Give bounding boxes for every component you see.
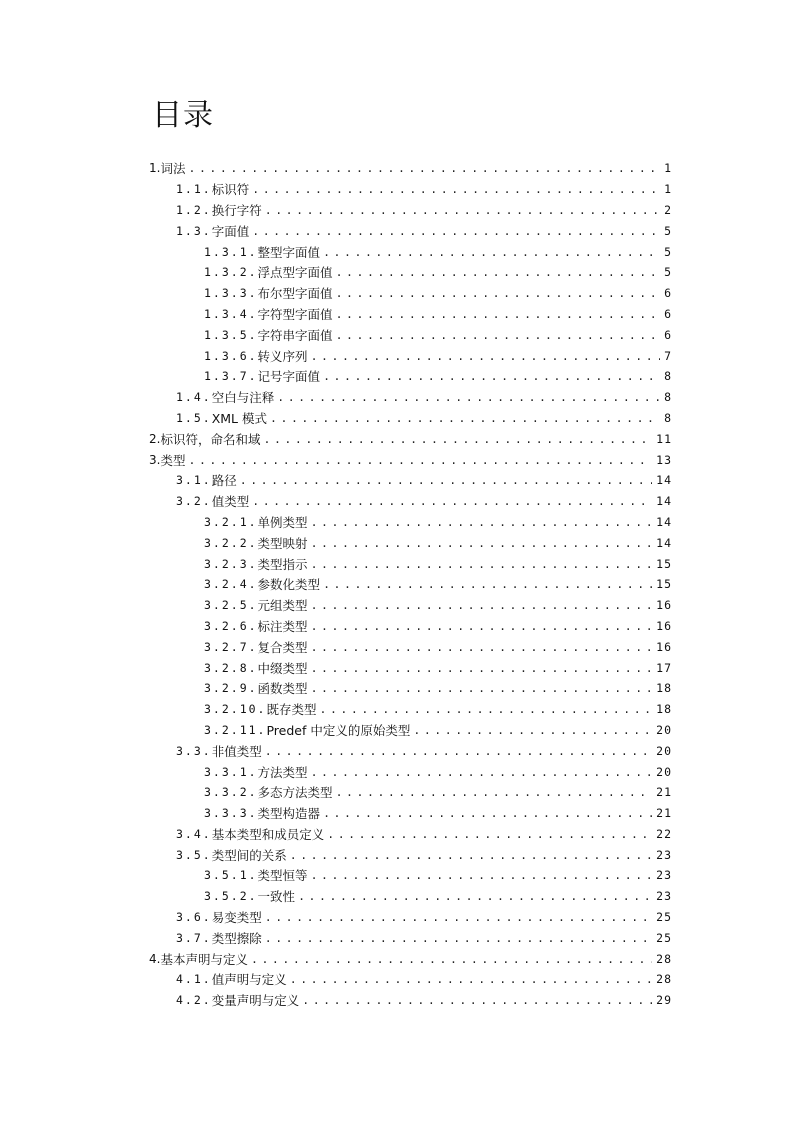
toc-entry-number: 3.2.9. [204,681,258,696]
toc-entry-label: 类型间的关系 [211,847,287,863]
toc-entry[interactable] [0,553,793,574]
toc-entry[interactable] [0,574,793,595]
toc-entry-page-number: 21 [656,785,672,800]
toc-entry-page-number: 8 [664,369,672,384]
toc-entry-page-number: 6 [664,306,672,321]
toc-entry[interactable] [0,699,793,720]
toc-entry-label: 换行字符 [211,202,262,218]
toc-dot-leader [413,723,652,737]
toc-entry[interactable] [0,636,793,657]
toc-entry[interactable] [0,657,793,678]
toc-dot-leader [323,577,652,591]
toc-entry-number: 1. [149,161,161,176]
toc-entry-label: 标识符 [211,182,250,198]
toc-entry-number: 3.5.1. [204,868,258,883]
toc-entry[interactable] [0,262,793,283]
toc-entry[interactable] [0,470,793,491]
toc-entry-number: 4. [149,951,161,966]
toc-dot-leader [323,369,660,383]
toc-entry-page-number: 22 [656,826,672,841]
toc-entry-label: 标注类型 [257,618,308,634]
toc-entry-number: 1.3.3. [204,286,258,301]
toc-entry[interactable] [0,616,793,637]
toc-entry-page-number: 16 [656,639,672,654]
toc-entry-number: 3.1. [176,473,212,488]
toc-entry-page-number: 6 [664,327,672,342]
toc-entry-page-number: 20 [656,722,672,737]
toc-entry-page-number: 20 [656,764,672,779]
toc-entry[interactable] [0,387,793,408]
toc-entry-label: 函数类型 [257,681,308,697]
toc-dot-leader [327,827,652,841]
toc-entry-number: 1.3. [176,223,212,238]
toc-entry[interactable] [0,948,793,969]
toc-entry[interactable] [0,720,793,741]
toc-entry[interactable] [0,449,793,470]
toc-entry[interactable] [0,886,793,907]
toc-entry-page-number: 18 [656,702,672,717]
toc-entry-number: 3.2.3. [204,556,258,571]
toc-entry-label: 单例类型 [257,514,308,530]
toc-entry-label: 方法类型 [257,764,308,780]
toc-entry-page-number: 5 [664,223,672,238]
toc-entry-number: 1.2. [176,202,212,217]
toc-dot-leader [311,661,653,675]
toc-entry-label: 变量声明与定义 [211,993,300,1009]
table-of-contents [0,158,793,1011]
toc-entry[interactable] [0,512,793,533]
toc-entry[interactable] [0,304,793,325]
toc-entry-label: 转义序列 [257,348,308,364]
toc-dot-leader [252,224,660,238]
toc-entry-number: 1.3.5. [204,327,258,342]
toc-dot-leader [311,681,653,695]
toc-entry-page-number: 20 [656,743,672,758]
toc-entry-number: 3.5. [176,847,212,862]
toc-entry[interactable] [0,158,793,179]
toc-entry-number: 3.2.1. [204,514,258,529]
toc-entry-page-number: 15 [656,556,672,571]
toc-dot-leader [336,328,661,342]
toc-entry[interactable] [0,179,793,200]
toc-entry-number: 4.1. [176,972,212,987]
toc-entry-page-number: 25 [656,910,672,925]
toc-entry-number: 2. [149,431,161,446]
toc-entry-number: 3.2.5. [204,598,258,613]
toc-entry-page-number: 21 [656,806,672,821]
toc-entry-label: 类型映射 [257,535,308,551]
toc-entry-label: 标识符，命名和域 [160,431,261,447]
toc-dot-leader [336,265,661,279]
toc-entry-label: 基本声明与定义 [160,951,248,967]
toc-dot-leader [251,952,652,966]
toc-entry-label: 参数化类型 [257,577,321,593]
toc-entry-number: 3.5.2. [204,889,258,904]
toc-entry-label: 类型 [160,452,186,468]
toc-dot-leader [265,931,652,945]
toc-entry-label: 一致性 [257,889,296,905]
toc-entry-number: 3.4. [176,826,212,841]
toc-entry-number: 3.6. [176,910,212,925]
toc-entry-number: 3.2.10. [204,702,267,717]
toc-dot-leader [290,848,652,862]
toc-entry-page-number: 28 [656,972,672,987]
toc-entry[interactable] [0,803,793,824]
toc-entry-label: 类型恒等 [257,868,308,884]
toc-entry-number: 4.2. [176,993,212,1008]
toc-entry-page-number: 14 [656,514,672,529]
toc-entry[interactable] [0,761,793,782]
toc-dot-leader [319,702,652,716]
toc-entry-label: XML 模式 [211,410,267,426]
toc-entry[interactable] [0,283,793,304]
toc-dot-leader [277,390,660,404]
toc-dot-leader [311,640,653,654]
toc-entry-number: 1.5. [176,410,212,425]
toc-entry-page-number: 1 [664,182,672,197]
toc-entry-page-number: 11 [656,431,672,446]
toc-entry[interactable] [0,678,793,699]
toc-entry-label: 值类型 [211,494,250,510]
toc-entry[interactable] [0,844,793,865]
toc-entry[interactable] [0,241,793,262]
toc-entry[interactable] [0,366,793,387]
toc-entry-number: 3. [149,452,161,467]
toc-entry-label: 复合类型 [257,639,308,655]
toc-entry[interactable] [0,200,793,221]
toc-dot-leader [240,473,652,487]
toc-entry-page-number: 16 [656,618,672,633]
toc-dot-leader [311,868,653,882]
toc-entry-page-number: 5 [664,244,672,259]
toc-entry-number: 3.3.3. [204,806,258,821]
toc-entry-label: 字面值 [211,223,250,239]
toc-dot-leader [311,536,653,550]
toc-dot-leader [323,245,660,259]
toc-entry-page-number: 14 [656,473,672,488]
toc-entry-number: 1.1. [176,182,212,197]
toc-entry[interactable] [0,969,793,990]
toc-dot-leader [311,515,653,529]
toc-entry[interactable] [0,907,793,928]
toc-entry-label: 记号字面值 [257,369,321,385]
toc-entry[interactable] [0,408,793,429]
toc-entry[interactable] [0,324,793,345]
toc-dot-leader [265,744,652,758]
toc-entry-number: 3.2.7. [204,639,258,654]
toc-entry-number: 3.2.2. [204,535,258,550]
toc-entry[interactable] [0,782,793,803]
toc-entry-number: 3.2. [176,494,212,509]
toc-entry[interactable] [0,865,793,886]
toc-dot-leader [265,203,660,217]
toc-entry-label: Predef 中定义的原始类型 [266,722,411,738]
toc-entry-label: 中缀类型 [257,660,308,676]
toc-entry-number: 3.2.4. [204,577,258,592]
toc-entry-page-number: 8 [664,390,672,405]
toc-entry-page-number: 6 [664,286,672,301]
toc-entry-page-number: 29 [656,993,672,1008]
toc-entry-label: 类型擦除 [211,930,262,946]
toc-entry-label: 字符型字面值 [257,306,333,322]
toc-entry-page-number: 28 [656,951,672,966]
toc-dot-leader [311,765,653,779]
toc-entry-number: 3.2.11. [204,722,267,737]
toc-entry-page-number: 17 [656,660,672,675]
toc-entry-number: 3.7. [176,930,212,945]
toc-entry-page-number: 14 [656,535,672,550]
toc-entry-label: 路径 [211,473,237,489]
toc-entry-page-number: 23 [656,889,672,904]
toc-entry[interactable] [0,220,793,241]
toc-dot-leader [298,889,652,903]
toc-entry-label: 字符串字面值 [257,327,333,343]
toc-entry-page-number: 2 [664,202,672,217]
toc-entry[interactable] [0,532,793,553]
toc-entry-label: 非值类型 [211,743,262,759]
toc-dot-leader [311,598,653,612]
toc-dot-leader [270,411,660,425]
toc-dot-leader [265,910,652,924]
toc-dot-leader [188,453,652,467]
toc-dot-leader [336,286,661,300]
toc-entry-page-number: 14 [656,494,672,509]
toc-entry-number: 3.3.1. [204,764,258,779]
toc-entry-number: 1.3.7. [204,369,258,384]
toc-entry-page-number: 7 [664,348,672,363]
toc-entry-number: 1.3.2. [204,265,258,280]
toc-entry-label: 类型构造器 [257,806,321,822]
toc-entry-label: 空白与注释 [211,390,275,406]
toc-entry-number: 1.4. [176,390,212,405]
toc-entry[interactable] [0,491,793,512]
toc-entry[interactable] [0,824,793,845]
toc-entry-number: 1.3.4. [204,306,258,321]
toc-dot-leader [323,806,652,820]
toc-entry-page-number: 1 [664,161,672,176]
toc-dot-leader [252,182,660,196]
toc-entry-label: 类型指示 [257,556,308,572]
toc-dot-leader [311,349,661,363]
toc-dot-leader [311,557,653,571]
toc-entry-label: 布尔型字面值 [257,286,333,302]
toc-dot-leader [252,494,652,508]
toc-entry-label: 词法 [160,161,186,177]
toc-entry-page-number: 18 [656,681,672,696]
toc-entry-label: 多态方法类型 [257,785,333,801]
toc-dot-leader [336,785,653,799]
toc-dot-leader [302,993,652,1007]
toc-entry-number: 1.3.1. [204,244,258,259]
toc-entry[interactable] [0,927,793,948]
toc-entry-number: 3.3. [176,743,212,758]
toc-title: 目录 [152,98,214,133]
toc-entry[interactable] [0,595,793,616]
toc-entry-page-number: 8 [664,410,672,425]
toc-entry-label: 既存类型 [266,702,317,718]
toc-entry-page-number: 25 [656,930,672,945]
toc-entry-number: 1.3.6. [204,348,258,363]
toc-dot-leader [290,972,652,986]
toc-entry-page-number: 5 [664,265,672,280]
toc-entry-label: 浮点型字面值 [257,265,333,281]
toc-entry-page-number: 23 [656,847,672,862]
toc-entry-label: 易变类型 [211,910,262,926]
toc-entry-number: 3.2.6. [204,618,258,633]
toc-entry-label: 整型字面值 [257,244,321,260]
toc-dot-leader [188,161,660,175]
toc-entry-label: 基本类型和成员定义 [211,826,325,842]
toc-entry-page-number: 16 [656,598,672,613]
toc-dot-leader [336,307,661,321]
toc-entry-page-number: 23 [656,868,672,883]
toc-dot-leader [263,432,652,446]
toc-entry[interactable] [0,740,793,761]
toc-dot-leader [311,619,653,633]
toc-entry-page-number: 15 [656,577,672,592]
toc-entry-label: 值声明与定义 [211,972,287,988]
toc-entry-label: 元组类型 [257,598,308,614]
toc-entry[interactable] [0,428,793,449]
toc-entry[interactable] [0,345,793,366]
toc-entry-page-number: 13 [656,452,672,467]
toc-entry[interactable] [0,990,793,1011]
toc-entry-number: 3.2.8. [204,660,258,675]
toc-entry-number: 3.3.2. [204,785,258,800]
